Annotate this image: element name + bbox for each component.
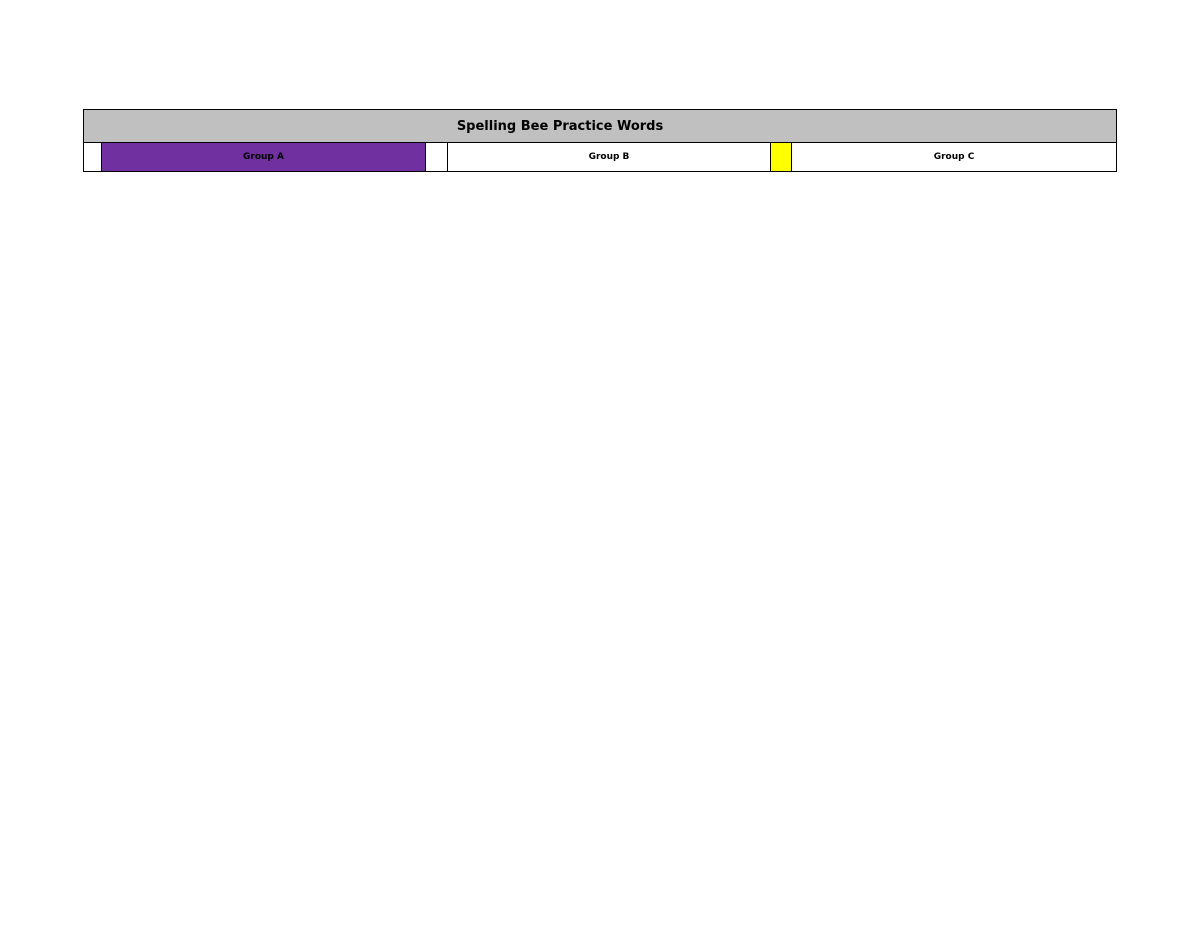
spacer-cell (771, 143, 792, 172)
title-text: Spelling Bee Practice Words (456, 118, 664, 134)
group-b-header: Group B (448, 143, 771, 172)
title-row (84, 110, 1117, 143)
group-c-header: Group C (792, 143, 1117, 172)
corner-cell (84, 143, 102, 172)
sheet-title (84, 110, 1117, 143)
group-a-header: Group A (102, 143, 426, 172)
group-header-row (84, 143, 1117, 172)
spacer-cell (426, 143, 448, 172)
spelling-table (83, 109, 1117, 172)
